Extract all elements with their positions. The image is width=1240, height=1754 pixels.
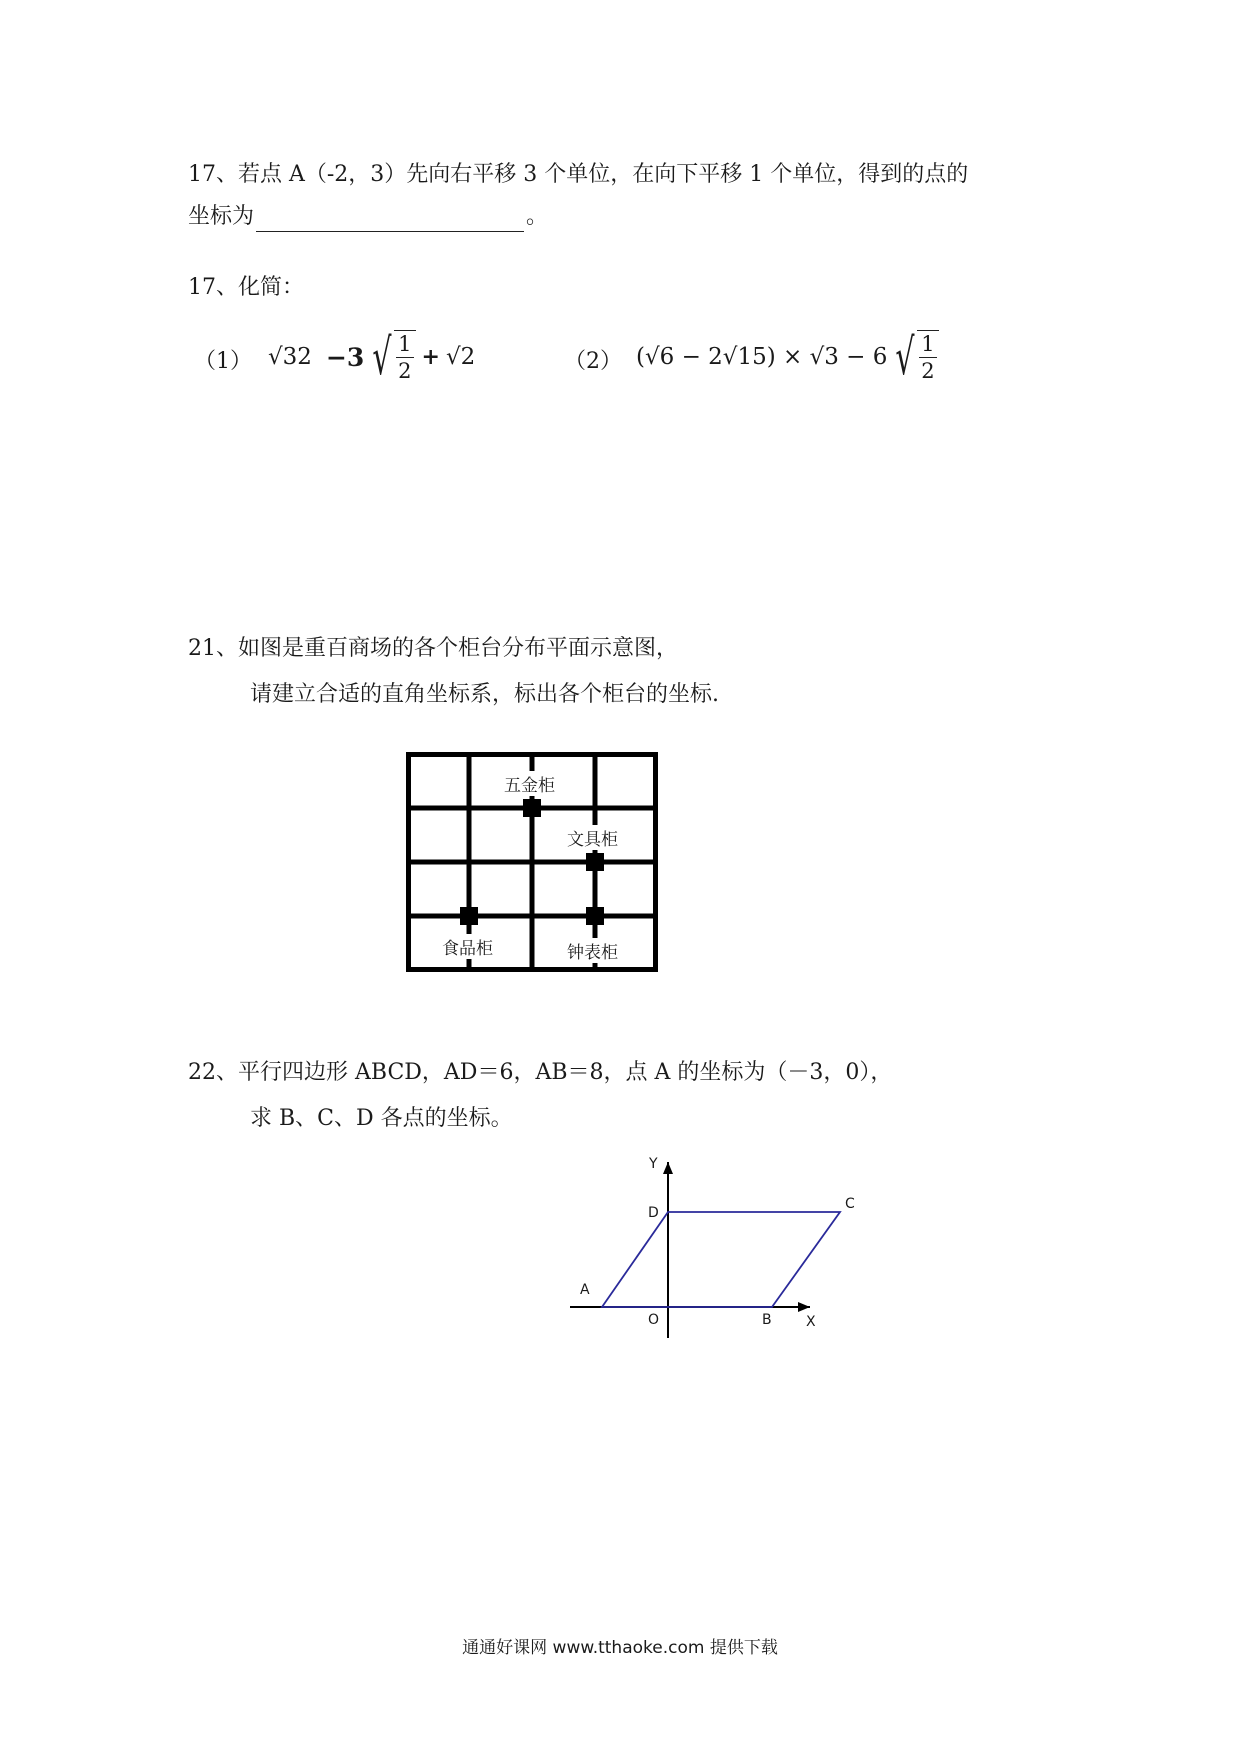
- radical-sign-icon: √: [895, 328, 915, 386]
- part2-label: （2）: [564, 349, 622, 374]
- numerator: 1: [398, 332, 412, 356]
- hardware-counter-marker: [523, 799, 541, 817]
- q17-suffix: 。: [526, 204, 549, 229]
- expression-1: [268, 322, 475, 392]
- answer-blank[interactable]: [256, 207, 524, 232]
- expr2-main: (√6 − 2√15) × √3 − 6: [636, 344, 888, 370]
- food-counter-marker: [460, 907, 478, 925]
- denominator: 2: [398, 359, 412, 383]
- footer-credit: 通通好课网 www.tthaoke.com 提供下载: [462, 1638, 778, 1658]
- parallelogram-svg: [560, 1160, 860, 1340]
- origin-label: O: [648, 1312, 660, 1328]
- q21-line2: 请建立合适的直角坐标系，标出各个柜台的坐标.: [250, 682, 719, 707]
- expr1-radical-frac: [366, 330, 415, 384]
- x-axis-label: X: [806, 1314, 816, 1330]
- point-label-c: C: [845, 1196, 855, 1212]
- expr1-term1: √32: [268, 344, 312, 370]
- stationery-counter-marker: [586, 853, 604, 871]
- q17-line2: [188, 202, 548, 232]
- expression-2: [636, 322, 939, 392]
- expr1-term3: √2: [445, 344, 476, 370]
- counter-label-watch: 钟表柜: [566, 938, 619, 963]
- q17-prefix: 坐标为: [188, 204, 255, 229]
- parallelogram-diagram: [560, 1156, 860, 1340]
- q22-line1: 22、平行四边形 ABCD，AD＝6，AB＝8，点 A 的坐标为（－3，0），: [188, 1060, 893, 1085]
- point-label-a: A: [580, 1282, 590, 1298]
- radical-sign-icon: √: [372, 328, 392, 386]
- y-axis-arrow: [663, 1162, 673, 1174]
- q21-line1: 21、如图是重百商场的各个柜台分布平面示意图，: [188, 636, 678, 661]
- part1-label: （1）: [194, 349, 252, 374]
- counter-label-stationery: 文具柜: [566, 825, 619, 850]
- denominator: 2: [921, 359, 935, 383]
- counter-label-food: 食品柜: [441, 934, 494, 959]
- point-label-d: D: [648, 1205, 659, 1221]
- x-axis-arrow: [798, 1302, 810, 1312]
- parallelogram-abcd: [602, 1212, 840, 1307]
- q22-line2: 求 B、C、D 各点的坐标。: [250, 1106, 513, 1131]
- point-label-b: B: [762, 1312, 772, 1328]
- numerator: 1: [921, 332, 935, 356]
- watch-counter-marker: [586, 907, 604, 925]
- expr1-coef: −3: [325, 342, 365, 372]
- y-axis-label: Y: [649, 1156, 658, 1172]
- plus-sign: +: [421, 344, 440, 370]
- q17-line1: 17、若点 A（-2，3）先向右平移 3 个单位，在向下平移 1 个单位，得到的点的: [188, 162, 969, 187]
- counter-label-hardware: 五金柜: [503, 771, 556, 796]
- expr2-radical-frac: [889, 330, 938, 384]
- q17b-title: 17、化简：: [188, 275, 304, 300]
- store-layout-diagram: [406, 752, 658, 972]
